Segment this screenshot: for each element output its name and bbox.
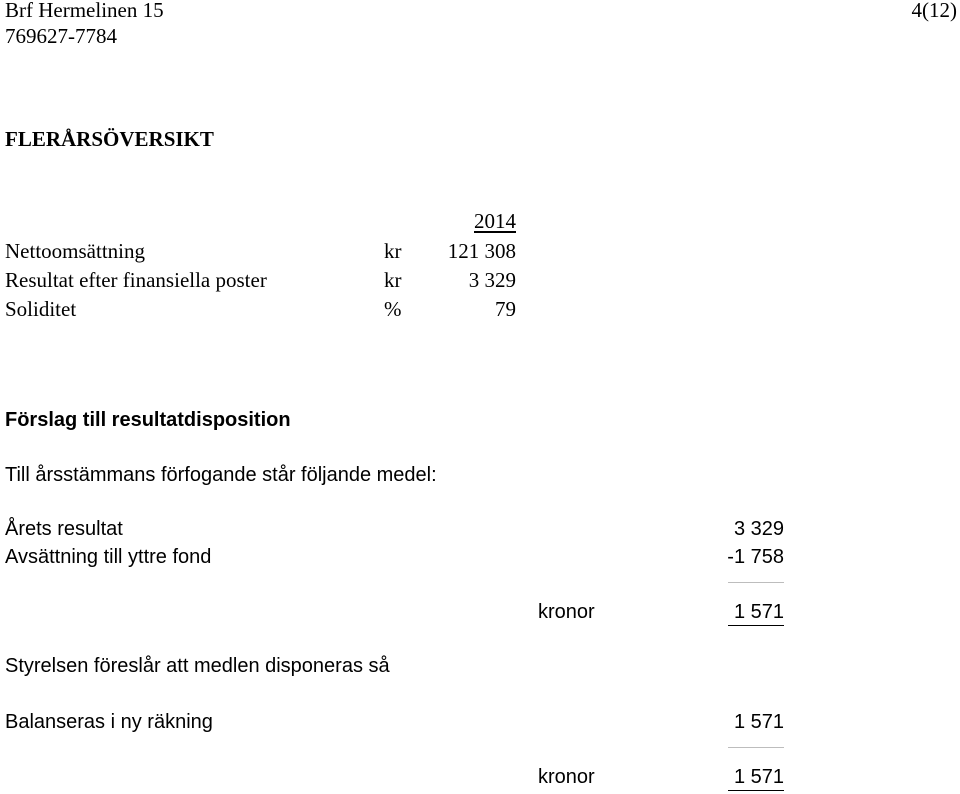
allocation-total-underline: [728, 790, 784, 791]
overview-row-label: Nettoomsättning: [5, 239, 145, 263]
board-proposal: Styrelsen föreslår att medlen disponeras så: [5, 655, 390, 677]
allocation-divider: [728, 747, 784, 748]
subtotal-divider: [728, 582, 784, 583]
allocation-total-value: 1 571: [733, 766, 784, 788]
disposition-row-value: 3 329: [733, 518, 784, 540]
overview-row-unit: %: [384, 297, 402, 321]
allocation-row-label: Balanseras i ny räkning: [5, 711, 213, 733]
overview-row-value: 79: [495, 297, 516, 321]
disposition-row-value: -1 758: [727, 546, 784, 568]
overview-row-label: Soliditet: [5, 297, 77, 321]
disposition-intro: Till årsstämmans förfogande står följande medel:: [5, 464, 437, 486]
disposition-row-label: Avsättning till yttre fond: [5, 546, 212, 568]
disposition-title: Förslag till resultatdisposition: [5, 409, 291, 431]
allocation-row-value: 1 571: [733, 711, 784, 733]
disposition-total-label: kronor: [538, 601, 595, 623]
overview-title: FLERÅRSÖVERSIKT: [5, 127, 214, 151]
overview-year: 2014: [474, 209, 516, 233]
overview-row-unit: kr: [384, 268, 402, 292]
overview-row-unit: kr: [384, 239, 402, 263]
overview-row-value: 121 308: [447, 239, 516, 263]
page-number: 4(12): [911, 0, 957, 22]
total-underline: [728, 625, 784, 626]
disposition-total-value: 1 571: [733, 601, 784, 623]
org-number: 769627-7784: [5, 24, 117, 48]
disposition-row-label: Årets resultat: [5, 518, 123, 540]
allocation-total-label: kronor: [538, 766, 595, 788]
company-name: Brf Hermelinen 15: [5, 0, 164, 22]
overview-row-value: 3 329: [468, 268, 516, 292]
overview-row-label: Resultat efter finansiella poster: [5, 268, 267, 292]
